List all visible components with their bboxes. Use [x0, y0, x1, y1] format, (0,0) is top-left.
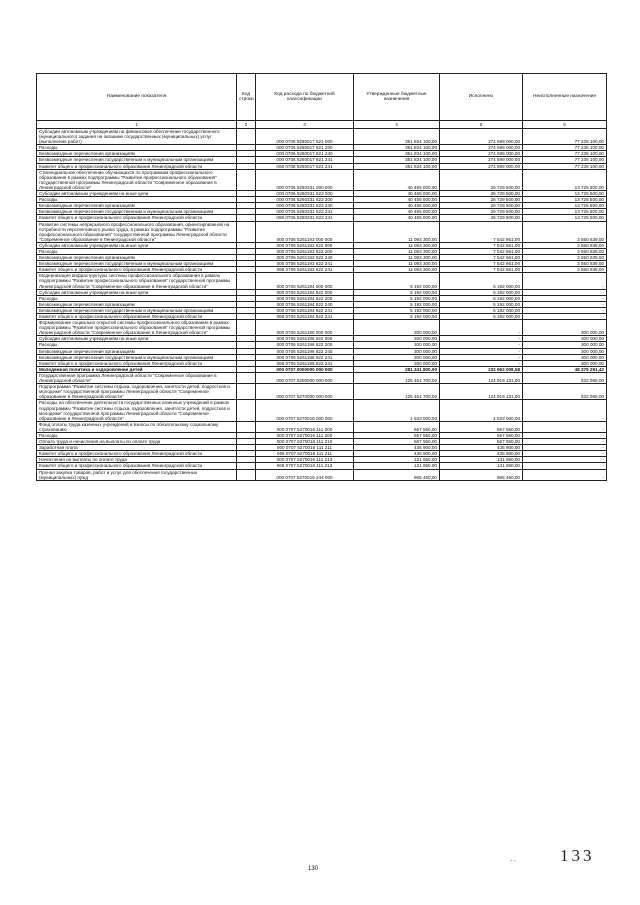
row-approved: 567 550,00 — [354, 439, 440, 445]
row-unexecuted: - — [523, 273, 607, 289]
table-row — [37, 273, 607, 289]
row-unexecuted: - — [523, 307, 607, 313]
row-approved: 40 455 000,00 — [354, 169, 440, 190]
row-budget-code: 000 0707 5270000 000 000 — [256, 384, 354, 400]
row-budget-code: 000 0707 5270016 111 211 — [256, 445, 354, 451]
row-unexecuted: - — [523, 301, 607, 307]
row-unexecuted: 532 569,00 — [523, 384, 607, 400]
row-name: Прочая закупка товаров, работ и услуг для обеспечения государственных (муниципальных) нужд — [37, 469, 237, 480]
header-line-code: Код строки — [237, 74, 256, 121]
table-row — [37, 421, 607, 432]
row-name: Стипендиальное обеспечение обучающихся по программам профессионального образования в рамках подпрограммы "Развитие профессионального образования" государственной программы Ленинградской области "Современное образование в Ленинградской области" — [37, 169, 237, 190]
row-budget-code: 000 0706 5261193 622 241 — [256, 261, 354, 267]
row-unexecuted: 300 000,00 — [523, 336, 607, 342]
row-executed: 7 542 661,00 — [440, 221, 523, 242]
row-name: Комитет общего и профессионального образования Ленинградской области — [37, 463, 237, 469]
row-approved: 300 000,00 — [354, 320, 440, 336]
column-number: 6 — [523, 121, 607, 129]
row-approved: 351 834 100,00 — [354, 129, 440, 145]
row-unexecuted: 3 550 639,00 — [523, 248, 607, 254]
row-unexecuted: 77 235 100,00 — [523, 157, 607, 163]
row-budget-code: 000 0707 5270016 244 000 — [256, 469, 354, 480]
row-approved: 435 900,00 — [354, 445, 440, 451]
row-name: Расходы — [37, 145, 237, 151]
row-unexecuted: - — [523, 289, 607, 295]
row-unexecuted: 3 550 639,00 — [523, 261, 607, 267]
row-unexecuted: 13 725 500,00 — [523, 215, 607, 221]
row-name: Комитет общего и профессионального образования Ленинградской области — [37, 215, 237, 221]
row-budget-code: 000 0707 5200000 000 000 — [256, 372, 354, 383]
row-approved: 11 093 300,00 — [354, 255, 440, 261]
row-executed: 7 542 661,00 — [440, 261, 523, 267]
row-budget-code: 000 0706 5261193 622 200 — [256, 248, 354, 254]
row-executed: 1 533 000,00 — [440, 400, 523, 421]
row-approved: 435 900,00 — [354, 451, 440, 457]
row-name: Оплата труда и начисления на выплаты по оплате труда — [37, 439, 237, 445]
row-executed: 26 729 500,00 — [440, 191, 523, 197]
row-executed: - — [440, 360, 523, 366]
row-name: Безвозмездные перечисления государственным и муниципальным организациям — [37, 209, 237, 215]
row-approved: 5 192 000,00 — [354, 273, 440, 289]
row-unexecuted: - — [523, 421, 607, 432]
row-executed: 274 599 000,00 — [440, 163, 523, 169]
row-budget-code: 000 0707 5270016 111 210 — [256, 439, 354, 445]
row-budget-code: 000 0707 5270016 111 213 — [256, 457, 354, 463]
row-budget-code: 000 0706 5261194 622 000 — [256, 289, 354, 295]
row-budget-code: 000 0706 5261193 000 000 — [256, 221, 354, 242]
row-approved: 300 000,00 — [354, 348, 440, 354]
table-header-row — [37, 74, 607, 121]
row-budget-code: 000 0706 5261194 622 240 — [256, 301, 354, 307]
row-unexecuted: 3 550 639,00 — [523, 255, 607, 261]
row-unexecuted: 300 000,00 — [523, 320, 607, 336]
row-approved: 300 000,00 — [354, 360, 440, 366]
table-row — [37, 384, 607, 400]
row-unexecuted: 532 569,00 — [523, 372, 607, 383]
row-budget-code: 000 0706 5260331 622 200 — [256, 197, 354, 203]
table-row — [37, 372, 607, 383]
row-unexecuted: 13 725 500,00 — [523, 203, 607, 209]
table-row — [37, 469, 607, 480]
row-budget-code: 000 0706 5261193 622 240 — [256, 255, 354, 261]
row-budget-code: 000 0706 5261193 622 000 — [256, 242, 354, 248]
row-budget-code: 000 0706 5260017 621 240 — [256, 151, 354, 157]
row-budget-code: 000 0707 5270016 111 000 — [256, 421, 354, 432]
row-approved: 300 000,00 — [354, 336, 440, 342]
row-budget-code: 000 0707 5270016 111 200 — [256, 432, 354, 438]
row-name: Формирование социально открытой системы профессионального образования в рамках подпрограммы "Развитие профессионального образования" государственной программы Ленинградской области "Современное образование в Ленинградской области" — [37, 320, 237, 336]
row-executed: 567 550,00 — [440, 432, 523, 438]
row-budget-code: 068 0706 5261196 622 241 — [256, 360, 354, 366]
header-approved: Утвержденные бюджетные назначения — [354, 74, 440, 121]
row-budget-code: 068 0707 5270016 111 211 — [256, 451, 354, 457]
row-budget-code: 000 0707 5270016 000 000 — [256, 400, 354, 421]
row-unexecuted: 77 235 100,00 — [523, 151, 607, 157]
row-unexecuted: 300 000,00 — [523, 360, 607, 366]
table-row — [37, 221, 607, 242]
row-executed: 232 962 008,58 — [440, 366, 523, 372]
row-approved: 351 834 100,00 — [354, 145, 440, 151]
row-name: Расходы — [37, 248, 237, 254]
row-line-code — [237, 129, 256, 145]
row-name: Безвозмездные перечисления организациям — [37, 301, 237, 307]
row-executed: 7 542 661,00 — [440, 255, 523, 261]
column-number: 1 — [37, 121, 237, 129]
row-name: Фонд оплаты труда казенных учреждений и взносы по обязательному социальному страхованию — [37, 421, 237, 432]
row-budget-code: 000 0706 5261196 622 240 — [256, 348, 354, 354]
row-budget-code: 000 0706 5260331 622 000 — [256, 191, 354, 197]
row-approved: 5 192 000,00 — [354, 295, 440, 301]
column-number: 2 — [237, 121, 256, 129]
row-executed: 567 550,00 — [440, 421, 523, 432]
row-unexecuted: - — [523, 445, 607, 451]
row-approved: 5 192 000,00 — [354, 307, 440, 313]
row-approved: 131 650,00 — [354, 457, 440, 463]
row-name: Расходы — [37, 295, 237, 301]
row-executed: 965 450,00 — [440, 469, 523, 480]
row-budget-code: 068 0706 5260017 621 241 — [256, 163, 354, 169]
row-executed: 26 729 500,00 — [440, 215, 523, 221]
row-budget-code: 068 0706 5261193 622 241 — [256, 267, 354, 273]
row-budget-code: 000 0706 5261196 000 000 — [256, 320, 354, 336]
row-unexecuted: 13 725 500,00 — [523, 209, 607, 215]
row-name: Безвозмездные перечисления организациям — [37, 255, 237, 261]
row-approved: 131 650,00 — [354, 463, 440, 469]
row-unexecuted: 300 000,00 — [523, 348, 607, 354]
header-unexecuted: Неисполненные назначения — [523, 74, 607, 121]
row-executed: - — [440, 354, 523, 360]
row-unexecuted: 48 379 291,42 — [523, 366, 607, 372]
row-executed: 5 192 000,00 — [440, 273, 523, 289]
row-approved: 125 451 700,00 — [354, 384, 440, 400]
row-name: Развитие системы непрерывного профессионального образования, ориентированной на потребности перспективного рынка труда, в рамках подпрограммы "Развитие профессионального образования" государственной программы Ленинградской области "Современное образование в Ленинградской области" — [37, 221, 237, 242]
row-unexecuted: 3 550 639,00 — [523, 267, 607, 273]
row-name: Подпрограмма "Развитие системы отдыха, оздоровления, занятости детей, подростков и молодежи" государственной программы Ленинградской области "Современное образование в Ленинградской области" — [37, 384, 237, 400]
row-budget-code: 000 0706 5261194 622 200 — [256, 295, 354, 301]
row-budget-code: 000 0706 5260017 621 000 — [256, 129, 354, 145]
row-executed: 435 900,00 — [440, 451, 523, 457]
row-name: Субсидии автономным учреждениям на иные цели — [37, 336, 237, 342]
row-name: Безвозмездные перечисления организациям — [37, 203, 237, 209]
row-approved: 40 455 000,00 — [354, 209, 440, 215]
row-approved: 965 450,00 — [354, 469, 440, 480]
row-approved: 567 550,00 — [354, 432, 440, 438]
row-unexecuted: 13 725 500,00 — [523, 191, 607, 197]
row-line-code — [237, 221, 256, 242]
row-line-code — [237, 421, 256, 432]
header-executed: Исполнено — [440, 74, 523, 121]
row-line-code — [237, 384, 256, 400]
row-executed: 5 192 000,00 — [440, 289, 523, 295]
row-approved: 11 093 300,00 — [354, 242, 440, 248]
row-unexecuted: 300 000,00 — [523, 342, 607, 348]
row-budget-code: 068 0706 5260331 622 241 — [256, 215, 354, 221]
row-executed: 26 729 500,00 — [440, 203, 523, 209]
table-row — [37, 169, 607, 190]
row-name: Безвозмездные перечисления государственным и муниципальным организациям — [37, 354, 237, 360]
row-budget-code: 000 0706 5260331 622 241 — [256, 209, 354, 215]
row-name: Субсидии автономным учреждениям на иные цели — [37, 289, 237, 295]
row-approved: 351 834 100,00 — [354, 157, 440, 163]
row-executed: 5 192 000,00 — [440, 307, 523, 313]
row-approved: 281 341 800,00 — [354, 366, 440, 372]
row-unexecuted: - — [523, 451, 607, 457]
row-unexecuted: - — [523, 469, 607, 480]
row-executed: 7 542 661,00 — [440, 267, 523, 273]
row-unexecuted: - — [523, 457, 607, 463]
row-line-code — [237, 169, 256, 190]
row-name: Безвозмездные перечисления государственным и муниципальным организациям — [37, 157, 237, 163]
row-name: Расходы — [37, 432, 237, 438]
row-budget-code: 000 0706 5261196 622 000 — [256, 336, 354, 342]
row-budget-code: 000 0706 5260331 622 240 — [256, 203, 354, 209]
row-unexecuted: 77 235 100,00 — [523, 129, 607, 145]
row-unexecuted: 3 550 639,00 — [523, 221, 607, 242]
row-executed: 274 599 000,00 — [440, 145, 523, 151]
table-row — [37, 129, 607, 145]
column-number: 5 — [440, 121, 523, 129]
stamp-dash: - - — [510, 858, 516, 864]
row-name: Молодежная политика и оздоровление детей — [37, 366, 237, 372]
row-name: Комитет общего и профессионального образования Ленинградской области — [37, 163, 237, 169]
row-approved: 5 192 000,00 — [354, 314, 440, 320]
row-budget-code: 000 0706 5261194 000 000 — [256, 273, 354, 289]
row-name: Безвозмездные перечисления организациям — [37, 348, 237, 354]
row-approved: 11 093 300,00 — [354, 267, 440, 273]
column-number-row — [37, 121, 607, 129]
row-line-code — [237, 400, 256, 421]
row-unexecuted: 13 725 500,00 — [523, 169, 607, 190]
row-line-code — [237, 320, 256, 336]
header-budget-code: Код расхода по бюджетной классификации — [256, 74, 354, 121]
stamp-sheet-number: 133 — [560, 846, 595, 865]
row-approved: 5 192 000,00 — [354, 289, 440, 295]
row-executed: 274 599 000,00 — [440, 151, 523, 157]
row-approved: 11 093 300,00 — [354, 248, 440, 254]
row-executed: 26 729 500,00 — [440, 169, 523, 190]
row-executed: 567 550,00 — [440, 439, 523, 445]
row-name: Комитет общего и профессионального образования Ленинградской области — [37, 451, 237, 457]
row-executed: 274 599 000,00 — [440, 129, 523, 145]
row-approved: 351 834 100,00 — [354, 151, 440, 157]
row-name: Расходы на обеспечение деятельности государственных казенных учреждений в рамках подпрограммы "Развитие системы отдыха, оздоровления, занятости детей, подростков и молодежи" государственной программы Ленинградской области "Современное образование в Ленинградской области" — [37, 400, 237, 421]
row-approved: 300 000,00 — [354, 354, 440, 360]
row-budget-code: 000 0706 5260017 621 241 — [256, 157, 354, 163]
row-name: Комитет общего и профессионального образования Ленинградской области — [37, 314, 237, 320]
row-approved: 11 093 300,00 — [354, 261, 440, 267]
row-unexecuted: 300 000,00 — [523, 354, 607, 360]
row-approved: 300 000,00 — [354, 342, 440, 348]
row-name: Безвозмездные перечисления организациям — [37, 151, 237, 157]
row-name: Безвозмездные перечисления государственным и муниципальным организациям — [37, 261, 237, 267]
row-budget-code: 068 0706 5261194 622 241 — [256, 314, 354, 320]
row-executed: 274 599 000,00 — [440, 157, 523, 163]
row-executed: 5 192 000,00 — [440, 314, 523, 320]
row-executed: 435 900,00 — [440, 445, 523, 451]
row-approved: 5 192 000,00 — [354, 301, 440, 307]
row-unexecuted: - — [523, 314, 607, 320]
row-line-code — [237, 372, 256, 383]
row-approved: 40 455 000,00 — [354, 197, 440, 203]
row-budget-code: 068 0707 5270016 111 213 — [256, 463, 354, 469]
row-approved: 567 550,00 — [354, 421, 440, 432]
row-unexecuted: 77 235 100,00 — [523, 145, 607, 151]
row-executed: 5 192 000,00 — [440, 301, 523, 307]
row-line-code — [237, 273, 256, 289]
row-unexecuted: 77 235 100,00 — [523, 163, 607, 169]
row-executed: 131 650,00 — [440, 463, 523, 469]
row-name: Субсидии автономным учреждениям на финансовое обеспечение государственного (муниципального) задания на оказание государственных (муниципальных) услуг (выполнение работ) — [37, 129, 237, 145]
row-unexecuted: 3 550 639,00 — [523, 242, 607, 248]
row-budget-code: 000 0706 5260017 621 200 — [256, 145, 354, 151]
row-budget-code: 000 0706 5261196 622 241 — [256, 354, 354, 360]
page-number: 130 — [308, 866, 319, 872]
row-executed: 7 542 661,00 — [440, 248, 523, 254]
row-executed: 131 650,00 — [440, 457, 523, 463]
row-approved: 1 533 000,00 — [354, 400, 440, 421]
row-name: Расходы — [37, 197, 237, 203]
row-executed: 5 192 000,00 — [440, 295, 523, 301]
row-executed: 124 919 131,00 — [440, 384, 523, 400]
row-executed: 26 729 500,00 — [440, 209, 523, 215]
row-executed: 7 542 661,00 — [440, 242, 523, 248]
row-name: Комитет общего и профессионального образования Ленинградской области — [37, 360, 237, 366]
row-unexecuted: - — [523, 439, 607, 445]
column-number: 4 — [354, 121, 440, 129]
table-body — [37, 121, 607, 481]
header-indicator-name: Наименование показателя — [37, 74, 237, 121]
row-name: Начисления на выплаты по оплате труда — [37, 457, 237, 463]
row-approved: 125 451 700,00 — [354, 372, 440, 383]
row-approved: 40 455 000,00 — [354, 203, 440, 209]
row-approved: 11 093 300,00 — [354, 221, 440, 242]
row-budget-code: 000 0707 0000000 000 000 — [256, 366, 354, 372]
row-name: Субсидии автономным учреждениям на иные цели — [37, 191, 237, 197]
row-name: Государственная программа Ленинградской области "Современное образование в Ленинградской области" — [37, 372, 237, 383]
row-name: Модернизация инфраструктуры системы профессионального образования в рамках подпрограммы "Развитие профессионального образования" государственной программы Ленинградской области "Современное образование в Ленинградской области" — [37, 273, 237, 289]
row-unexecuted: - — [523, 463, 607, 469]
row-unexecuted: - — [523, 295, 607, 301]
row-approved: 351 834 100,00 — [354, 163, 440, 169]
row-approved: 40 455 000,00 — [354, 191, 440, 197]
row-approved: 40 455 000,00 — [354, 215, 440, 221]
row-unexecuted: 13 725 500,00 — [523, 197, 607, 203]
row-unexecuted: - — [523, 400, 607, 421]
row-budget-code: 000 0706 5261194 622 241 — [256, 307, 354, 313]
row-name: Комитет общего и профессионального образования Ленинградской области — [37, 267, 237, 273]
table-row — [37, 320, 607, 336]
row-name: Заработная плата — [37, 445, 237, 451]
row-name: Расходы — [37, 342, 237, 348]
budget-execution-table — [36, 73, 607, 481]
row-unexecuted: - — [523, 432, 607, 438]
row-name: Субсидии автономным учреждениям на иные цели — [37, 242, 237, 248]
row-budget-code: 000 0706 5261196 622 200 — [256, 342, 354, 348]
row-executed: - — [440, 336, 523, 342]
row-budget-code: 000 0706 5260331 000 000 — [256, 169, 354, 190]
row-executed: 124 919 131,00 — [440, 372, 523, 383]
row-executed: - — [440, 342, 523, 348]
table-row — [37, 400, 607, 421]
column-number: 3 — [256, 121, 354, 129]
row-line-code — [237, 469, 256, 480]
row-executed: 26 729 500,00 — [440, 197, 523, 203]
row-name: Безвозмездные перечисления государственным и муниципальным организациям — [37, 307, 237, 313]
row-executed: - — [440, 348, 523, 354]
row-executed: - — [440, 320, 523, 336]
